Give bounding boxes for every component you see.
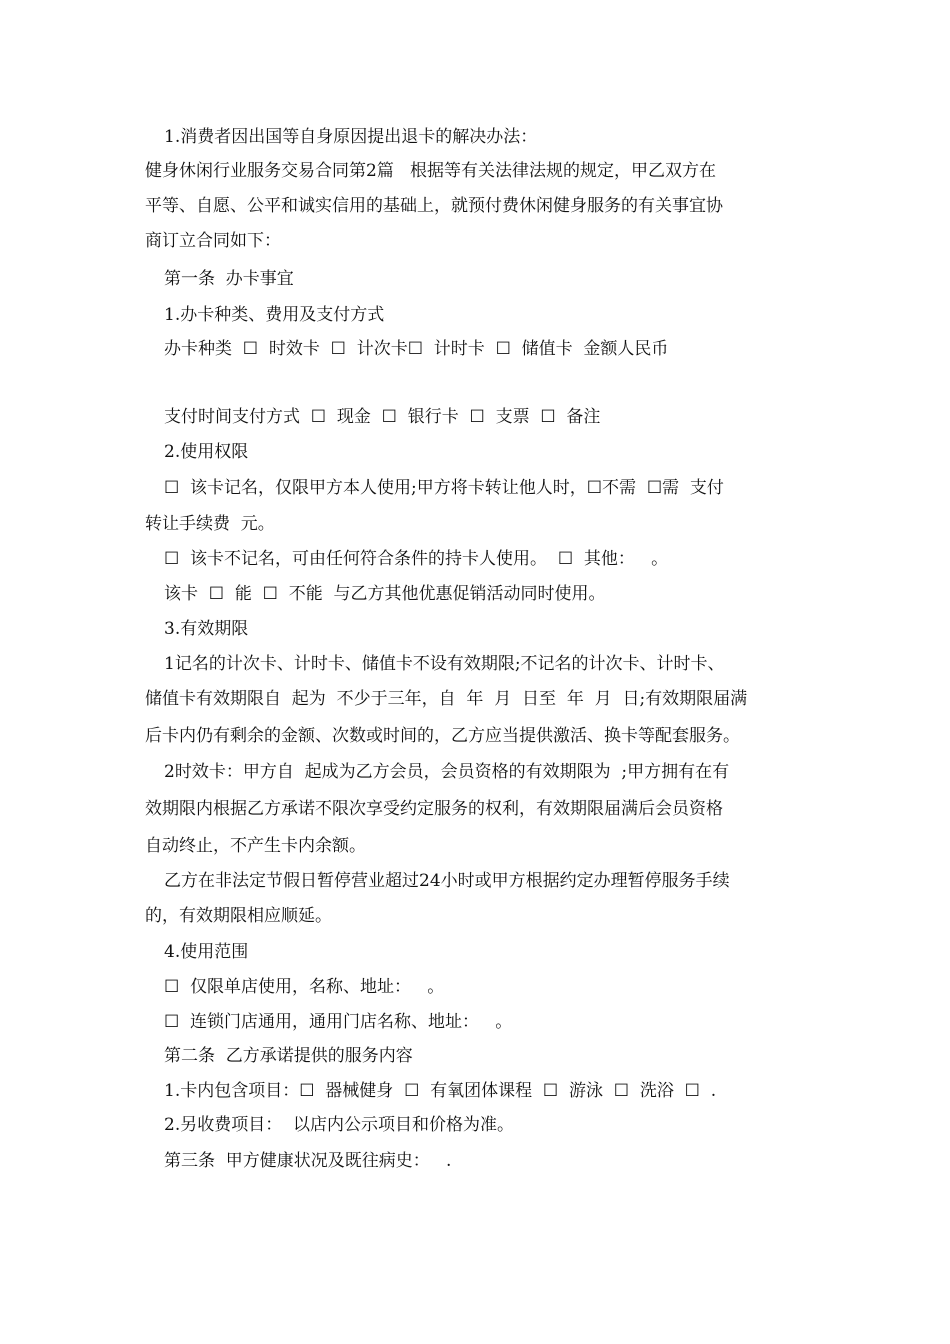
paragraph-line: 乙方在非法定节假日暂停营业超过24小时或甲方根据约定办理暂停服务手续	[164, 871, 730, 891]
paragraph-line: 2.另收费项目： 以店内公示项目和价格为准。	[164, 1115, 515, 1135]
paragraph-line: 该卡 ☐ 能 ☐ 不能 与乙方其他优惠促销活动同时使用。	[164, 584, 606, 604]
paragraph-line: 商订立合同如下：	[145, 231, 281, 251]
paragraph-line: 效期限内根据乙方承诺不限次享受约定服务的权利，有效期限届满后会员资格	[145, 799, 723, 819]
section-heading: 3.有效期限	[164, 619, 249, 639]
paragraph-line: 的，有效期限相应顺延。	[145, 906, 332, 926]
paragraph-line: 1.消费者因出国等自身原因提出退卡的解决办法：	[164, 127, 538, 147]
paragraph-line: 1.卡内包含项目：☐ 器械健身 ☐ 有氧团体课程 ☐ 游泳 ☐ 洗浴 ☐ .	[164, 1081, 717, 1101]
section-heading: 1.办卡种类、费用及支付方式	[164, 305, 385, 325]
article-heading: 第三条 甲方健康状况及既往病史： .	[164, 1151, 452, 1171]
paragraph-line: ☐ 该卡记名，仅限甲方本人使用;甲方将卡转让他人时，☐不需 ☐需 支付	[164, 478, 724, 498]
paragraph-line: 办卡种类 ☐ 时效卡 ☐ 计次卡☐ 计时卡 ☐ 储值卡 金额人民币	[164, 339, 669, 359]
paragraph-line: 1记名的计次卡、计时卡、储值卡不设有效期限;不记名的计次卡、计时卡、	[164, 654, 725, 674]
paragraph-line: 转让手续费 元。	[145, 514, 275, 534]
article-heading: 第二条 乙方承诺提供的服务内容	[164, 1046, 413, 1066]
paragraph-line: ☐ 连锁门店通用，通用门店名称、地址： 。	[164, 1012, 513, 1032]
paragraph-line: 自动终止，不产生卡内余额。	[145, 836, 366, 856]
paragraph-line: 储值卡有效期限自 起为 不少于三年，自 年 月 日至 年 月 日;有效期限届满	[145, 689, 748, 709]
paragraph-line: 平等、自愿、公平和诚实信用的基础上，就预付费休闲健身服务的有关事宜协	[145, 196, 723, 216]
section-heading: 4.使用范围	[164, 942, 249, 962]
paragraph-line: 支付时间支付方式 ☐ 现金 ☐ 银行卡 ☐ 支票 ☐ 备注	[164, 407, 601, 427]
paragraph-line: 2时效卡：甲方自 起成为乙方会员，会员资格的有效期限为 ;甲方拥有在有	[164, 762, 730, 782]
article-heading: 第一条 办卡事宜	[164, 269, 294, 289]
paragraph-line: ☐ 仅限单店使用，名称、地址： 。	[164, 977, 445, 997]
paragraph-line: 后卡内仍有剩余的金额、次数或时间的，乙方应当提供激活、换卡等配套服务。	[145, 726, 740, 746]
paragraph-line: 健身休闲行业服务交易合同第2篇 根据等有关法律法规的规定，甲乙双方在	[145, 161, 717, 181]
section-heading: 2.使用权限	[164, 442, 249, 462]
paragraph-line: ☐ 该卡不记名，可由任何符合条件的持卡人使用。 ☐ 其他： 。	[164, 549, 669, 569]
